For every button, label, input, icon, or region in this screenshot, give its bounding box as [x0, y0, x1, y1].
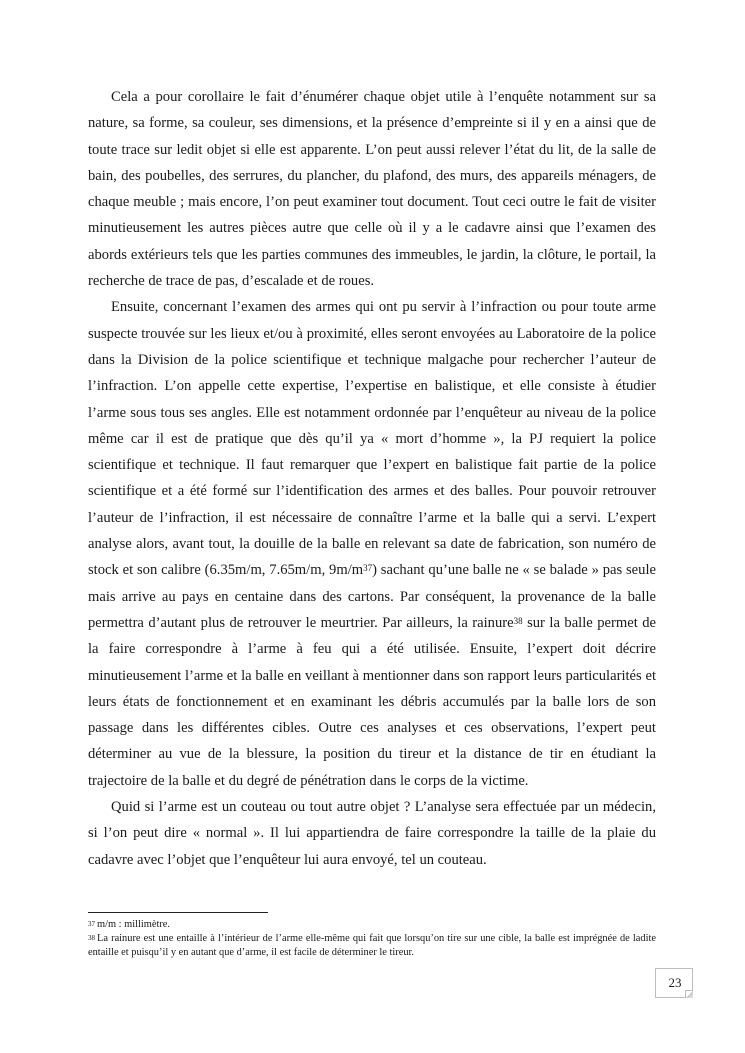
footnote-38: [88, 932, 656, 960]
footnote-separator: [88, 912, 268, 913]
footnote-text: La rainure est une entaille à l’intérieur de l’arme elle-même qui fait que lorsqu’on tire sur une cible, la balle est imprégnée de ladite entaille et puisqu’il y en autant que d’arme, il est facile de déterminer le tireur.: [88, 933, 656, 958]
footnote-37: [88, 918, 656, 932]
footnote-ref-38[interactable]: 38: [513, 615, 523, 626]
paragraph-3: Quid si l’arme est un couteau ou tout autre objet ? L’analyse sera effectuée par un médecin, si l’on peut dire « normal ». Il lui appartiendra de faire correspondre la taille de la plaie du cadavre avec l’objet que l’enquêteur lui aura envoyé, tel un couteau.: [88, 799, 656, 868]
paragraph-2: [88, 294, 656, 794]
footnotes: [88, 918, 656, 960]
paragraph-2-part-2: ) sachant qu’une balle ne « se balade » pas seule mais arrive au pays en centaine dans des cartons. Par conséquent, la provenance de la balle permettra d’autant plus de retrouver le meurtrier. Par ailleurs, la rainure: [88, 562, 656, 631]
body-text: [88, 84, 656, 873]
footnote-text: m/m : millimètre.: [97, 919, 171, 930]
paragraph-2-part-3: sur la balle permet de la faire correspondre à l’arme à feu qui a été utilisée. Ensuite, l’expert doit décrire minutieusement l’arme et la balle en veillant à mentionner dans son rapport leurs particularités et leurs états de fonctionnement et en examinant les débris accumulés par la balle lors de son passage dans les différentes cibles. Outre ces analyses et ces observations, l’expert peut déterminer au vue de la blessure, la position du tireur et la distance de tir en étudiant la trajectoire de la balle et du degré de pénétration dans le corps de la victime.: [88, 614, 656, 789]
footnote-number: 37: [88, 920, 95, 928]
footnote-ref-37[interactable]: 37: [363, 563, 373, 574]
page-number-box: [655, 968, 693, 998]
paragraph-1: Cela a pour corollaire le fait d’énumérer chaque objet utile à l’enquête notamment sur sa nature, sa forme, sa couleur, ses dimensions, et la présence d’empreinte si il y en a ainsi que de toute trace sur ledit objet si elle est apparente. L’on peut aussi relever l’état du lit, de la salle de bain, des poubelles, des serrures, du plancher, du plafond, des murs, des appareils ménagers, de chaque meuble ; mais encore, l’on peut examiner tout document. Tout ceci outre le fait de visiter minutieusement les autres pièces autre que celle où il y a le cadavre ainsi que l’examen des abords extérieurs tels que les parties communes des immeubles, le jardin, la clôture, le portail, la recherche de trace de pas, d’escalade et de roues.: [88, 89, 656, 290]
paragraph-2-part-1: Ensuite, concernant l’examen des armes qui ont pu servir à l’infraction ou pour toute arme suspecte trouvée sur les lieux et/ou à proximité, elles seront envoyées au Laboratoire de la police dans la Division de la police scientifique et technique malgache pour rechercher l’auteur de l’infraction. L’on appelle cette expertise, l’expertise en balistique, et elle consiste à étudier l’arme sous tous ses angles. Elle est notamment ordonnée par l’enquêteur au niveau de la police même car il est de pratique que dès qu’il ya « mort d’homme », la PJ requiert la police scientifique et technique. Il faut remarquer que l’expert en balistique fait partie de la police scientifique et a été formé sur l’identification des armes et des balles. Pour pouvoir retrouver l’auteur de l’infraction, il est nécessaire de connaître l’arme et la balle qui a servi. L’expert analyse alors, avant tout, la douille de la balle en relevant sa date de fabrication, son numéro de stock et son calibre (6.35m/m, 7.65m/m, 9m/m: [88, 299, 656, 579]
page-number: 23: [668, 975, 682, 990]
footnote-number: 38: [88, 934, 95, 942]
